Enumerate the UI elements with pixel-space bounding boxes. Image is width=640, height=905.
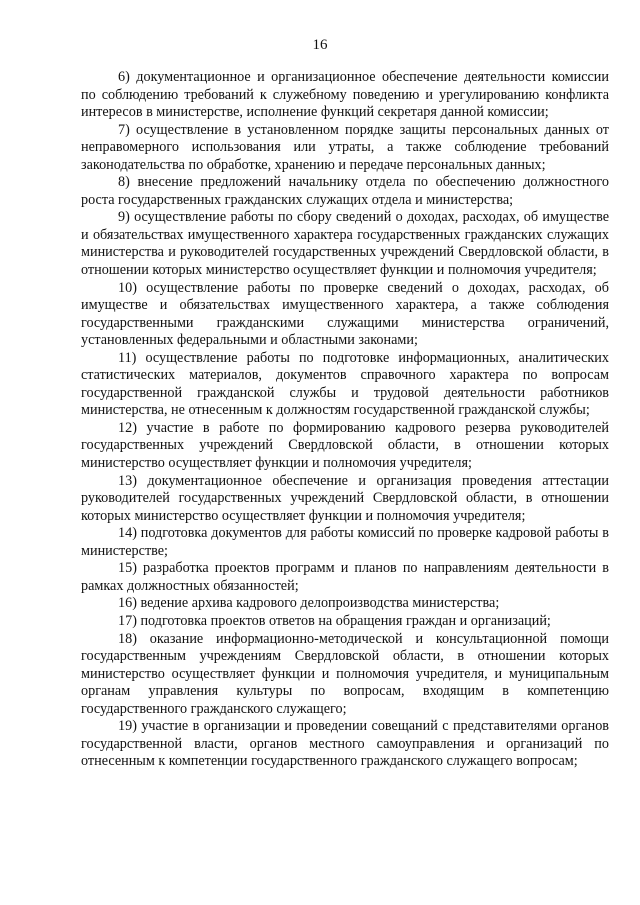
list-item-11: 11) осуществление работы по подготовке информационных, аналитических статистических материалов, документов справочного характера по вопросам государственной гражданской службы и трудовой деятельности работников министерства, не отнесенным к должностям государственной гражданской службы; — [81, 349, 609, 419]
list-item-17: 17) подготовка проектов ответов на обращения граждан и организаций; — [118, 612, 551, 629]
list-item-7: 7) осуществление в установленном порядке защиты персональных данных от неправомерного использования или утраты, а также соблюдение требований законодательства по обработке, хранению и передаче персональных данных; — [81, 121, 609, 173]
page-number: 16 — [312, 37, 328, 53]
list-item-9: 9) осуществление работы по сбору сведений о доходах, расходах, об имуществе и обязательствах имущественного характера государственных гражданских служащих министерства и руководителей государственных учреждений Свердловской области, в отношении которых министерство осуществляет функции и полномочия учредителя; — [81, 209, 609, 279]
list-item-12: 12) участие в работе по формированию кадрового резерва руководителей государственных учреждений Свердловской области, в отношении которых министерство осуществляет функции и полномочия учредителя; — [81, 419, 609, 472]
list-item-18: 18) оказание информационно-методической и консультационной помощи государственным учреждениям Свердловской области, в отношении которых министерство осуществляет функции и полномочия учредителя, и муниципальным органам управления культуры по вопросам, входящим в компетенцию государственного гражданского служащего; — [81, 630, 609, 717]
list-item-16: 16) ведение архива кадрового делопроизводства министерства; — [118, 595, 500, 612]
list-item-15: 15) разработка проектов программ и планов по направлениям деятельности в рамках должностных обязанностей; — [81, 560, 609, 594]
list-item-19: 19) участие в организации и проведении совещаний с представителями органов государственной власти, органов местного самоуправления и организаций по отнесенным к компетенции государственного гражданского служащего вопросам; — [81, 718, 609, 770]
list-item-14: 14) подготовка документов для работы комиссий по проверке кадровой работы в министерстве; — [81, 525, 609, 559]
list-item-10: 10) осуществление работы по проверке сведений о доходах, расходах, об имуществе и обязательствах имущественного характера, а также соблюдения государственными гражданскими служащими министерства ограничений, установленных федеральными и областными законами; — [81, 279, 609, 349]
list-item-13: 13) документационное обеспечение и организация проведения аттестации руководителей государственных учреждений Свердловской области, в отношении которых министерство осуществляет функции и полномочия учредителя; — [81, 472, 609, 524]
list-item-8: 8) внесение предложений начальнику отдела по обеспечению должностного роста государственных гражданских служащих отдела и министерства; — [81, 174, 609, 208]
document-body — [81, 69, 609, 771]
list-item-6: 6) документационное и организационное обеспечение деятельности комиссии по соблюдению требований к служебному поведению и урегулированию конфликта интересов в министерстве, исполнение функций секретаря данной комиссии; — [81, 69, 609, 121]
